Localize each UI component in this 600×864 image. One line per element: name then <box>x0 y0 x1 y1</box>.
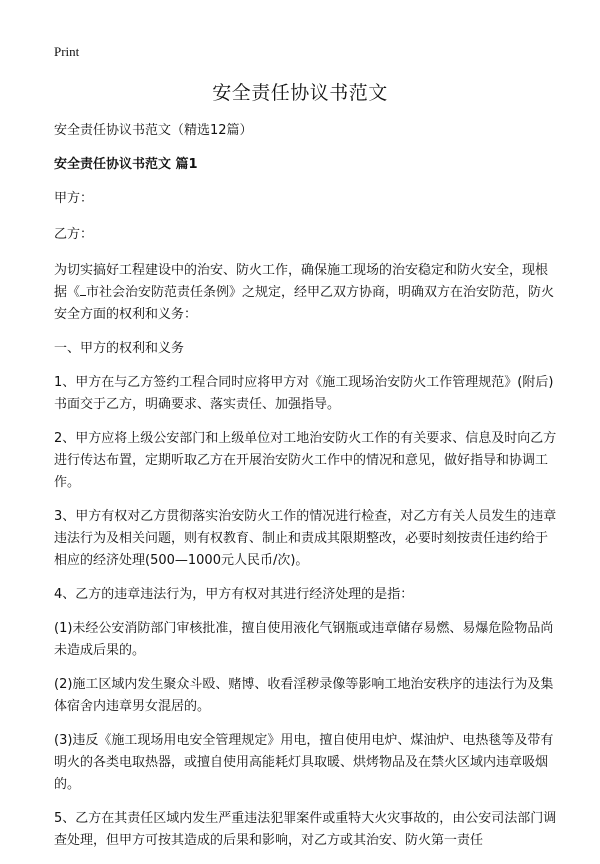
clause-item-2: 2、甲方应将上级公安部门和上级单位对工地治安防火工作的有关要求、信息及时向乙方进行传达布置，定期听取乙方在开展治安防火工作中的情况和意见，做好指导和协调工作。 <box>54 431 557 490</box>
clause-item-4: 4、乙方的违章违法行为，甲方有权对其进行经济处理的是指： <box>54 587 414 602</box>
section-heading: 安全责任协议书范文 篇1 <box>54 157 198 172</box>
document-subtitle: 安全责任协议书范文（精选12篇） <box>54 123 253 138</box>
clause-item-5: 5、乙方在其责任区域内发生严重违法犯罪案件或重特大火灾事故的，由公安司法部门调查处理，但甲方可按其造成的后果和影响，对乙方或其治安、防火第一责任 <box>54 811 557 848</box>
clause-item-3: 3、甲方有权对乙方贯彻落实治安防火工作的情况进行检查，对乙方有关人员发生的违章违法行为及相关问题，则有权教育、制止和责成其限期整改，必要时刻按责任违约给于相应的经济处理(500—1000元人民币/次)。 <box>54 509 557 568</box>
intro-text-part1: 为切实搞好工程建设中的治安、防火工作，确保施工现场的治安稳定和防火安全，现根据《 <box>54 263 549 300</box>
sub-clause-2: (2)施工区域内发生聚众斗殴、赌博、收看淫秽录像等影响工地治安秩序的违法行为及集体宿舍内违章男女混居的。 <box>54 677 554 714</box>
party-a-line: 甲方： <box>54 191 94 206</box>
print-link[interactable]: Print <box>54 44 80 59</box>
sub-clause-3: (3)违反《施工现场用电安全管理规定》用电，擅自使用电炉、煤油炉、电热毯等及带有明火的各类电取热器，或擅自使用高能耗灯具取暖、烘烤物品及在禁火区域内违章吸烟的。 <box>54 733 554 792</box>
sub-clause-1: (1)未经公安消防部门审核批准，擅自使用液化气钢瓶或违章储存易燃、易爆危险物品尚未造成后果的。 <box>54 621 554 658</box>
heading-party-a-rights: 一、甲方的权利和义务 <box>54 341 185 356</box>
document-title: 安全责任协议书范文 <box>212 82 388 104</box>
party-b-line: 乙方： <box>54 227 94 242</box>
intro-text-part2: 市社会治安防范责任条例》之规定，经甲乙双方协商，明确双方在治安防范，防火安全方面的权利和义务： <box>54 285 555 322</box>
intro-paragraph <box>54 260 560 326</box>
document-body <box>54 120 560 864</box>
clause-item-1: 1、甲方在与乙方签约工程合同时应将甲方对《施工现场治安防火工作管理规范》(附后)书面交于乙方，明确要求、落实责任、加强指导。 <box>54 375 554 412</box>
